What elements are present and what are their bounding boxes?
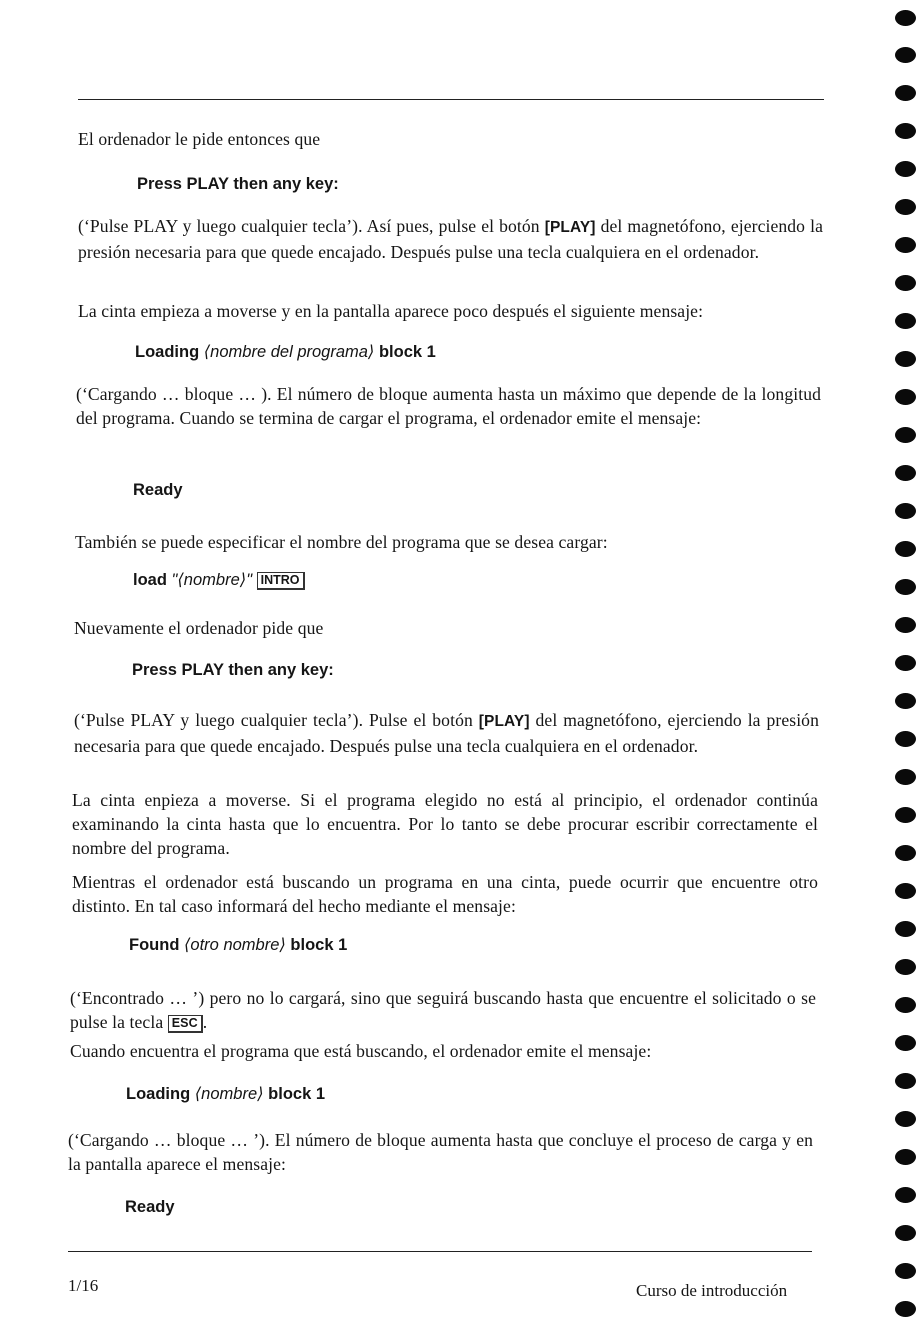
paragraph: Cuando encuentra el programa que está buscando, el ordenador emite el mensaje: [70,1041,652,1061]
footer-section-title: Curso de introducción [636,1281,788,1300]
binder-hole [895,617,916,633]
binder-hole [895,503,916,519]
paragraph: El ordenador le pide entonces que [78,129,321,149]
binder-hole [895,161,916,177]
binder-hole [895,883,916,899]
command-ready: Ready [125,1198,175,1216]
play-key-label: [PLAY] [544,219,596,236]
binder-hole [895,237,916,253]
command-loading: Loading ⟨nombre⟩ block 1 [126,1085,326,1103]
binder-hole [895,579,916,595]
paragraph: La cinta empieza a moverse y en la pantalla aparece poco después el siguiente mensaje: [78,301,704,321]
binder-hole [895,655,916,671]
binder-hole [895,123,916,139]
binder-hole [895,10,916,26]
binder-hole [895,845,916,861]
command-loading: Loading ⟨nombre del programa⟩ block 1 [135,343,436,361]
bottom-rule [68,1251,812,1252]
binder-hole [895,351,916,367]
binder-hole [895,1035,916,1051]
binder-hole [895,199,916,215]
binder-hole [895,731,916,747]
paragraph: La cinta enpieza a moverse. Si el programa elegido no está al principio, el ordenador continúa examinando la cinta hasta que lo encuentra. Por lo tanto se debe procurar escribir correctamente el nombre del programa. [72,790,818,858]
command-load: load "⟨nombre⟩" INTRO [133,569,305,591]
binder-hole [895,1149,916,1165]
binder-hole [895,389,916,405]
paragraph: Nuevamente el ordenador pide que [74,618,324,638]
binder-hole [895,1301,916,1317]
binder-hole [895,1263,916,1279]
binder-hole [895,1225,916,1241]
binder-hole [895,465,916,481]
binder-hole [895,997,916,1013]
paragraph: (‘Encontrado … ’) pero no lo cargará, sino que seguirá buscando hasta que encuentre el solicitado o se pulse la tecla ESC . [70,988,816,1032]
paragraph: (‘Cargando … bloque … ’). El número de bloque aumenta hasta que concluye el proceso de carga y en la pantalla aparece el mensaje: [68,1130,813,1174]
binder-hole [895,807,916,823]
binder-hole [895,1111,916,1127]
binder-hole [895,1073,916,1089]
binder-hole [895,1187,916,1203]
paragraph: (‘Pulse PLAY y luego cualquier tecla’). Pulse el botón [PLAY] del magnetófono, ejerciendo la presión necesaria para que quede encajado. Después pulse una tecla cualquiera en el ordenador. [74,710,819,756]
binder-hole [895,769,916,785]
command-ready: Ready [133,481,183,499]
intro-key: INTRO [257,572,305,590]
page-number: 1/16 [68,1276,99,1295]
binder-hole [895,427,916,443]
binder-hole [895,313,916,329]
paragraph: Mientras el ordenador está buscando un programa en una cinta, puede ocurrir que encuentre otro distinto. En tal caso informará del hecho mediante el mensaje: [72,872,818,916]
binder-holes [895,0,924,1334]
binder-hole [895,541,916,557]
paragraph: (‘Pulse PLAY y luego cualquier tecla’). Así pues, pulse el botón [PLAY] del magnetófono, ejerciendo la presión necesaria para que quede encajado. Después pulse una tecla cualquiera en el ordenador. [78,216,823,262]
command-found: Found ⟨otro nombre⟩ block 1 [129,936,348,954]
binder-hole [895,921,916,937]
binder-hole [895,959,916,975]
binder-hole [895,693,916,709]
esc-key: ESC [168,1015,203,1033]
command-press-play: Press PLAY then any key: [132,661,334,679]
top-rule [78,99,824,100]
paragraph: (‘Cargando … bloque … ). El número de bloque aumenta hasta un máximo que depende de la longitud del programa. Cuando se termina de cargar el programa, el ordenador emite el mensaje: [76,384,821,428]
command-press-play: Press PLAY then any key: [137,175,339,193]
binder-hole [895,47,916,63]
paragraph: También se puede especificar el nombre del programa que se desea cargar: [75,532,608,552]
play-key-label: [PLAY] [478,713,530,730]
binder-hole [895,275,916,291]
binder-hole [895,85,916,101]
